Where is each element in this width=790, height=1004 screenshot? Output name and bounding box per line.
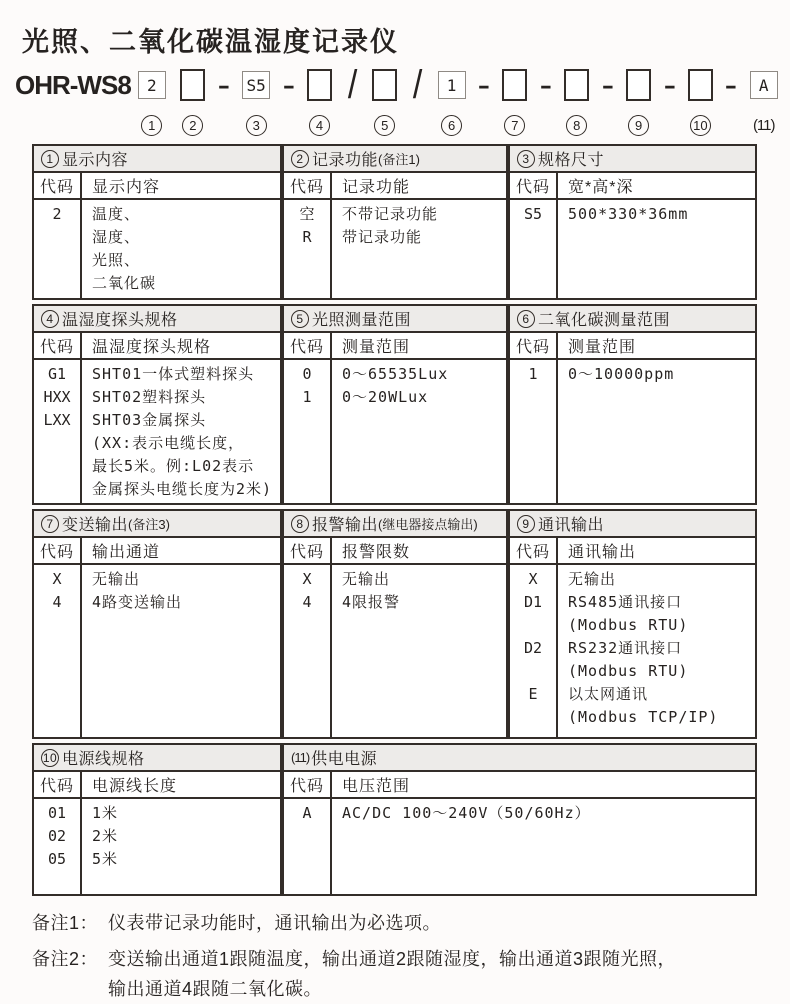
table-title xyxy=(34,306,280,333)
desc-cell: (Modbus RTU) xyxy=(568,616,689,634)
table-title-note: (备注1) xyxy=(378,152,420,167)
desc-cell: RS485通讯接口 xyxy=(568,593,683,611)
dash-separator: - xyxy=(725,71,738,98)
desc-column xyxy=(332,565,506,737)
model-tokens xyxy=(138,62,778,137)
spec-table-2 xyxy=(282,144,508,300)
desc-cell: 5米 xyxy=(92,850,119,868)
note-lines xyxy=(108,908,441,938)
table-title xyxy=(34,146,280,173)
code-column xyxy=(510,360,558,503)
desc-column-header: 宽*高*深 xyxy=(568,179,634,196)
column-headers xyxy=(284,538,506,565)
note-row xyxy=(32,908,790,938)
column-headers xyxy=(510,173,755,200)
code-column-header: 代码 xyxy=(284,333,332,358)
table-title xyxy=(510,511,755,538)
dash-separator: - xyxy=(477,71,491,98)
code-column-header: 代码 xyxy=(510,333,558,358)
desc-cell: 金属探头电缆长度为2米) xyxy=(92,480,273,498)
table-body xyxy=(34,200,280,298)
desc-column xyxy=(332,360,506,503)
table-body xyxy=(34,360,280,503)
desc-cell: 500*330*36mm xyxy=(568,205,689,223)
dash-separator: - xyxy=(601,71,614,98)
code-cell xyxy=(34,478,80,501)
column-headers xyxy=(34,772,280,799)
desc-cell: 0～10000ppm xyxy=(568,365,675,383)
table-title-text: 规格尺寸 xyxy=(538,152,605,169)
spec-table-6 xyxy=(508,304,757,505)
note-line: 输出通道4跟随二氧化碳。 xyxy=(108,979,323,999)
code-cell: R xyxy=(302,228,312,246)
model-position-2 xyxy=(180,68,205,137)
desc-column-header: 显示内容 xyxy=(92,179,161,196)
desc-cell: 光照、 xyxy=(92,251,141,269)
desc-cell: SHT02塑料探头 xyxy=(92,388,207,406)
position-number-2: 2 xyxy=(182,115,203,136)
table-number: 1 xyxy=(41,150,59,168)
note-row xyxy=(32,944,790,1004)
spec-table-10 xyxy=(32,743,282,896)
column-headers xyxy=(34,173,280,200)
table-title-text: 温湿度探头规格 xyxy=(62,312,178,329)
model-position-4 xyxy=(307,68,332,137)
table-title-text: 报警输出 xyxy=(312,517,379,534)
table-body xyxy=(510,565,755,737)
model-box-9 xyxy=(626,69,651,101)
desc-cell: 无输出 xyxy=(92,570,141,588)
model-position-3 xyxy=(242,68,270,137)
table-number: 8 xyxy=(291,515,309,533)
code-column xyxy=(34,565,82,737)
slash-separator: / xyxy=(347,62,357,107)
desc-cell: 不带记录功能 xyxy=(342,205,439,223)
table-number: 2 xyxy=(291,150,309,168)
model-separator xyxy=(477,68,491,137)
table-body xyxy=(284,799,755,894)
code-cell xyxy=(510,660,556,683)
footnotes xyxy=(32,908,790,1004)
code-cell: E xyxy=(528,685,538,703)
code-cell: S5 xyxy=(523,205,543,223)
code-column xyxy=(34,360,82,503)
code-column xyxy=(510,565,558,737)
code-cell: 2 xyxy=(52,205,62,223)
table-title xyxy=(284,511,506,538)
model-position-6 xyxy=(438,68,466,137)
column-headers xyxy=(510,333,755,360)
code-cell: 1 xyxy=(302,388,312,406)
column-headers xyxy=(34,538,280,565)
table-body xyxy=(284,360,506,503)
note-label: 备注1： xyxy=(32,913,99,933)
desc-cell: (Modbus RTU) xyxy=(568,662,689,680)
code-cell: LXX xyxy=(43,411,71,429)
code-cell: X xyxy=(302,570,312,588)
table-title-text: 光照测量范围 xyxy=(312,312,412,329)
code-cell: 0 xyxy=(302,365,312,383)
desc-cell: 4路变送输出 xyxy=(92,593,183,611)
position-number-7: 7 xyxy=(504,115,525,136)
desc-cell: 无输出 xyxy=(568,570,617,588)
code-cell xyxy=(34,432,80,455)
table-title-text: 显示内容 xyxy=(62,152,129,169)
position-number-6: 6 xyxy=(441,115,462,136)
desc-column xyxy=(332,799,755,894)
position-number-11: (11) xyxy=(752,116,775,134)
model-box-1: 2 xyxy=(138,71,166,99)
desc-column-header: 输出通道 xyxy=(92,544,161,561)
code-cell: X xyxy=(528,570,538,588)
desc-column xyxy=(558,565,755,737)
spec-table-8 xyxy=(282,509,508,739)
code-column-header: 代码 xyxy=(34,538,82,563)
spec-table-5 xyxy=(282,304,508,505)
spec-table-9 xyxy=(508,509,757,739)
code-cell: D2 xyxy=(523,639,543,657)
code-column xyxy=(284,565,332,737)
code-cell: X xyxy=(52,570,62,588)
code-cell: 01 xyxy=(47,804,67,822)
model-prefix: OHR-WS8 xyxy=(15,70,131,100)
desc-cell: 湿度、 xyxy=(92,228,141,246)
model-box-3: S5 xyxy=(242,71,270,99)
model-box-2 xyxy=(180,69,205,101)
code-cell: 空 xyxy=(299,205,315,223)
model-position-8 xyxy=(564,68,589,137)
desc-column xyxy=(82,360,280,503)
code-column xyxy=(510,200,558,298)
position-number-3: 3 xyxy=(246,115,267,136)
desc-cell: 以太网通讯 xyxy=(568,685,649,703)
desc-cell: 1米 xyxy=(92,804,119,822)
code-column-header: 代码 xyxy=(34,772,82,797)
table-title-text: 二氧化碳测量范围 xyxy=(538,312,671,329)
column-headers xyxy=(284,333,506,360)
table-number: 4 xyxy=(41,310,59,328)
note-line: 变送输出通道1跟随温度，输出通道2跟随湿度，输出通道3跟随光照， xyxy=(108,949,677,969)
desc-column xyxy=(558,200,755,298)
model-separator xyxy=(539,68,552,137)
code-column xyxy=(284,799,332,894)
table-body xyxy=(34,799,280,894)
desc-column-header: 电源线长度 xyxy=(92,778,178,795)
model-position-9 xyxy=(626,68,651,137)
position-number-10: 10 xyxy=(690,115,711,136)
position-number-8: 8 xyxy=(566,115,587,136)
code-column-header: 代码 xyxy=(510,173,558,198)
desc-column-header: 记录功能 xyxy=(342,179,411,196)
spec-table-4 xyxy=(32,304,282,505)
code-cell xyxy=(510,706,556,729)
model-separator xyxy=(217,68,230,137)
table-title xyxy=(284,745,755,772)
code-cell xyxy=(34,455,80,478)
model-box-6: 1 xyxy=(438,71,466,99)
code-cell: 4 xyxy=(302,593,312,611)
model-separator xyxy=(412,62,423,137)
code-column-header: 代码 xyxy=(34,333,82,358)
table-title xyxy=(284,146,506,173)
code-column xyxy=(284,200,332,298)
desc-cell: RS232通讯接口 xyxy=(568,639,683,657)
code-column xyxy=(34,799,82,894)
table-title-text: 记录功能 xyxy=(312,152,379,169)
desc-cell: AC/DC 100～240V（50/60Hz） xyxy=(342,804,591,822)
desc-column-header: 通讯输出 xyxy=(568,544,637,561)
column-headers xyxy=(510,538,755,565)
desc-cell: 4限报警 xyxy=(342,593,401,611)
position-number-5: 5 xyxy=(374,115,395,136)
code-cell: G1 xyxy=(47,365,67,383)
desc-cell: 带记录功能 xyxy=(342,228,423,246)
column-headers xyxy=(284,173,506,200)
spec-table-7 xyxy=(32,509,282,739)
model-separator xyxy=(725,68,738,137)
model-position-7 xyxy=(502,68,527,137)
desc-cell: 2米 xyxy=(92,827,119,845)
desc-column xyxy=(82,200,280,298)
dash-separator: - xyxy=(539,71,552,98)
model-position-1 xyxy=(138,68,166,137)
column-headers xyxy=(34,333,280,360)
model-position-11 xyxy=(750,68,778,137)
position-number-4: 4 xyxy=(309,115,330,136)
note-line: 仪表带记录功能时，通讯输出为必选项。 xyxy=(108,913,441,933)
desc-column-header: 测量范围 xyxy=(568,339,637,356)
desc-cell: (Modbus TCP/IP) xyxy=(568,708,719,726)
model-box-5 xyxy=(372,69,397,101)
code-cell: 1 xyxy=(528,365,538,383)
code-cell: 02 xyxy=(47,827,67,845)
table-title-text: 供电电源 xyxy=(311,751,378,768)
table-title-note: (备注3) xyxy=(128,517,170,532)
desc-cell: SHT03金属探头 xyxy=(92,411,207,429)
table-body xyxy=(510,360,755,503)
table-title-text: 电源线规格 xyxy=(62,751,145,768)
table-body xyxy=(284,200,506,298)
table-body xyxy=(510,200,755,298)
table-title xyxy=(510,146,755,173)
code-column-header: 代码 xyxy=(284,538,332,563)
table-number: 10 xyxy=(42,750,58,765)
table-title xyxy=(284,306,506,333)
model-separator xyxy=(601,68,614,137)
model-box-8 xyxy=(564,69,589,101)
desc-column xyxy=(82,799,280,894)
model-box-11: A xyxy=(750,71,778,99)
code-column-header: 代码 xyxy=(34,173,82,198)
table-title xyxy=(34,511,280,538)
code-cell xyxy=(34,249,80,272)
page-title: 光照、二氧化碳温湿度记录仪 xyxy=(22,27,399,57)
dash-separator: - xyxy=(217,71,230,98)
table-title-text: 通讯输出 xyxy=(538,517,605,534)
table-number: 7 xyxy=(41,515,59,533)
table-number: 6 xyxy=(517,310,535,328)
model-separator xyxy=(282,68,295,137)
code-cell: A xyxy=(302,804,312,822)
table-number: (11) xyxy=(291,750,310,765)
spec-table-3 xyxy=(508,144,757,300)
spec-tables xyxy=(32,144,757,896)
table-body xyxy=(34,565,280,737)
table-title xyxy=(34,745,280,772)
note-label: 备注2： xyxy=(32,949,99,969)
table-body xyxy=(284,565,506,737)
code-cell: HXX xyxy=(43,388,71,406)
note-lines xyxy=(108,944,676,1004)
code-cell: 4 xyxy=(52,593,62,611)
desc-column xyxy=(332,200,506,298)
model-position-5 xyxy=(372,68,397,137)
table-number: 9 xyxy=(517,515,535,533)
desc-column-header: 温湿度探头规格 xyxy=(92,339,212,356)
code-cell xyxy=(34,226,80,249)
code-column-header: 代码 xyxy=(510,538,558,563)
desc-cell: 最长5米。例:L02表示 xyxy=(92,457,255,475)
position-number-9: 9 xyxy=(628,115,649,136)
code-column-header: 代码 xyxy=(284,173,332,198)
code-column xyxy=(284,360,332,503)
code-column xyxy=(34,200,82,298)
desc-column-header: 电压范围 xyxy=(342,778,411,795)
desc-cell: 无输出 xyxy=(342,570,391,588)
model-box-4 xyxy=(307,69,332,101)
table-title xyxy=(510,306,755,333)
code-cell: 05 xyxy=(47,850,67,868)
table-number: 3 xyxy=(517,150,535,168)
desc-column xyxy=(558,360,755,503)
model-separator xyxy=(663,68,676,137)
desc-cell: 温度、 xyxy=(92,205,141,223)
spec-table-11 xyxy=(282,743,757,896)
desc-cell: 二氧化碳 xyxy=(92,274,157,292)
model-box-7 xyxy=(502,69,527,101)
code-cell xyxy=(510,614,556,637)
desc-column-header: 测量范围 xyxy=(342,339,411,356)
model-box-10 xyxy=(688,69,713,101)
model-position-10 xyxy=(688,68,713,137)
slash-separator: / xyxy=(412,62,423,107)
code-cell xyxy=(34,272,80,295)
desc-cell: 0～20WLux xyxy=(342,388,429,406)
model-code-line xyxy=(15,62,778,137)
code-column-header: 代码 xyxy=(284,772,332,797)
table-number: 5 xyxy=(291,310,309,328)
table-title-note: (继电器接点输出) xyxy=(378,517,478,532)
desc-cell: 0～65535Lux xyxy=(342,365,449,383)
desc-cell: (XX:表示电缆长度， xyxy=(92,434,245,452)
dash-separator: - xyxy=(663,71,676,98)
table-title-text: 变送输出 xyxy=(62,517,129,534)
column-headers xyxy=(284,772,755,799)
desc-column-header: 报警限数 xyxy=(342,544,411,561)
model-separator xyxy=(347,62,358,137)
desc-cell: SHT01一体式塑料探头 xyxy=(92,365,255,383)
spec-table-1 xyxy=(32,144,282,300)
code-cell: D1 xyxy=(523,593,543,611)
dash-separator: - xyxy=(282,71,295,98)
desc-column xyxy=(82,565,280,737)
position-number-1: 1 xyxy=(141,115,162,136)
